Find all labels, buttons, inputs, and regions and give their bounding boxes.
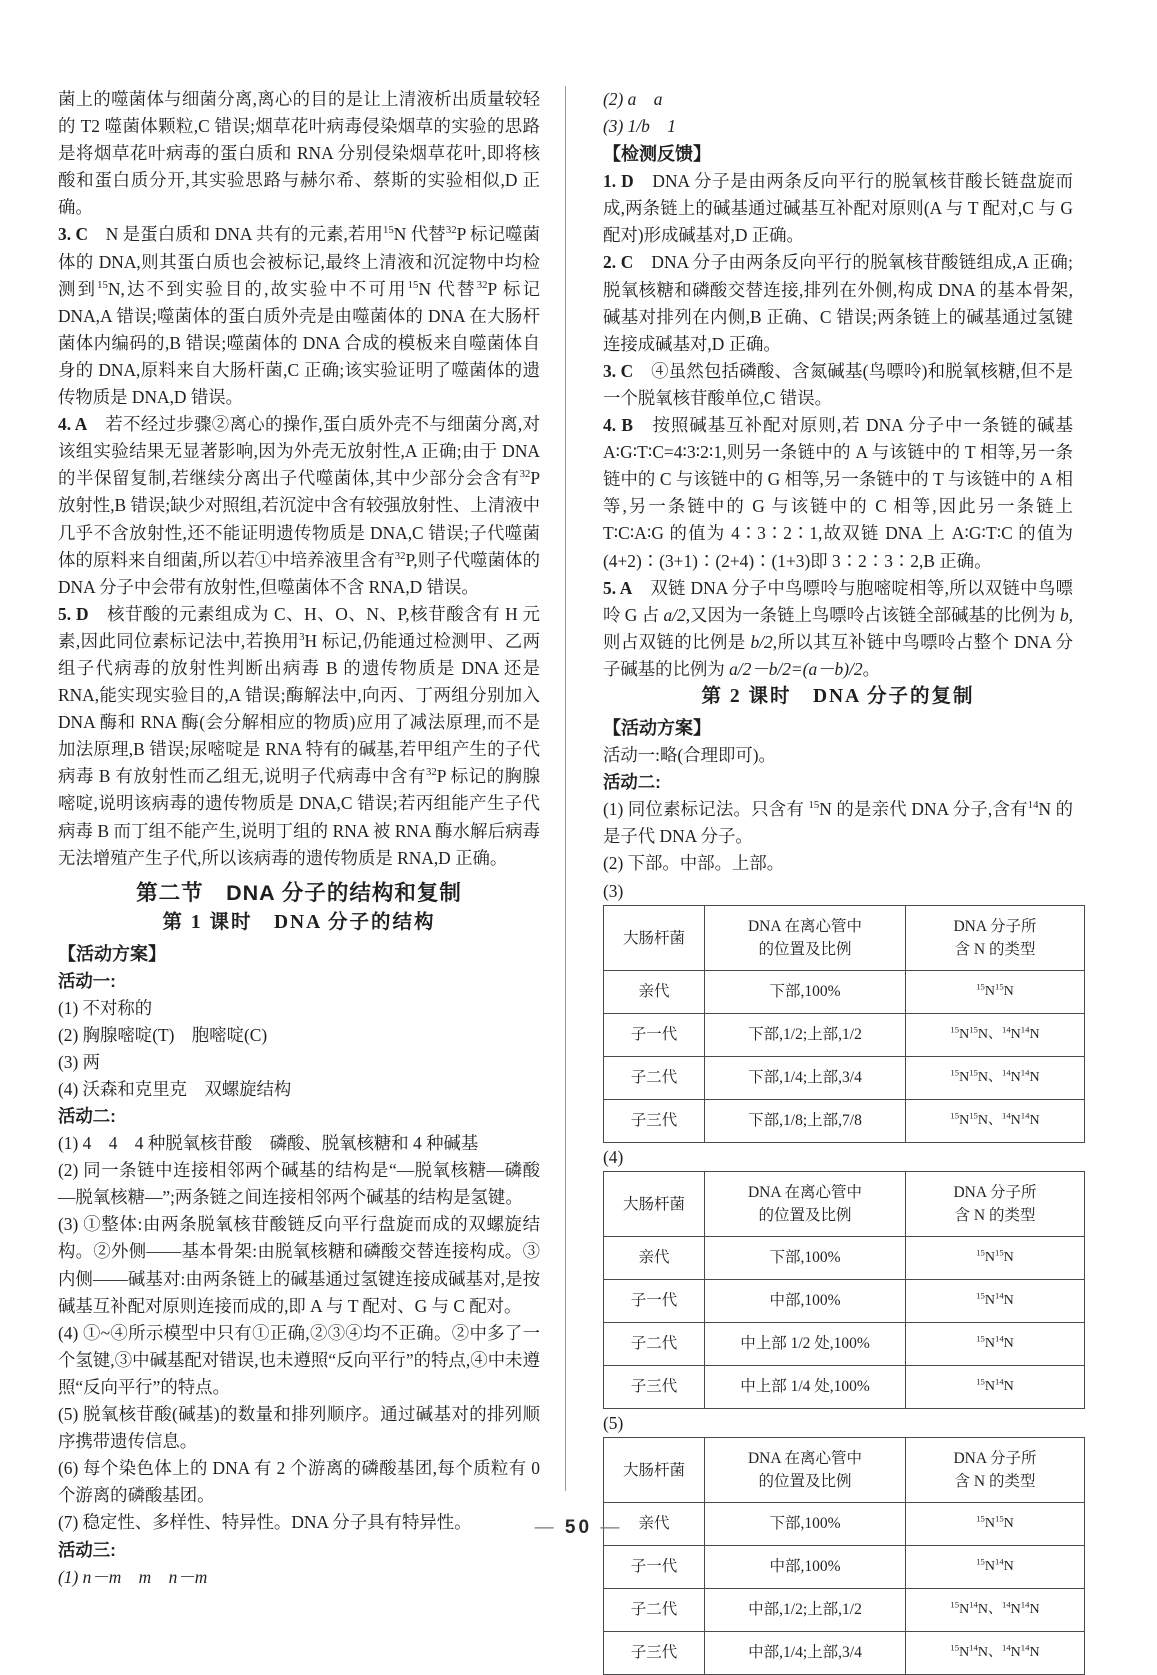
table-5-header-2: DNA 分子所 含 N 的类型	[906, 1438, 1085, 1503]
table-3-r2-c1: 下部,1/4;上部,3/4	[705, 1057, 906, 1100]
activity-two-item-3: (3) ①整体:由两条脱氧核苷酸链反向平行盘旋而成的双螺旋结构。②外侧——基本骨架:由脱氧核糖和磷酸交替连接构成。③内侧——碱基对:由两条链上的碱基通过氢键连接成碱基对,是按碱基互补配对原则连接而成的,即 A 与 T 配对、G 与 C 配对。	[58, 1214, 540, 1316]
column-divider	[565, 86, 566, 1491]
table-row	[604, 1366, 1085, 1409]
table-3-r0-c2: $^{15}N^{15}N$	[906, 971, 1085, 1014]
answer-item-4: 4. A 若不经过步骤②离心的操作,蛋白质外壳不与细菌分离,对该组实验结果无显著影响,因为外壳无放射性,A 正确;由于 DNA 的半保留复制,若继续分离出子代噬菌体,其中少部分会含有$^{32}$P 放射性,B 错误;缺少对照组,若沉淀中含有较强放射性、上清液中几乎不含放射性,还不能证明遗传物质是 DNA,C 错误;子代噬菌体的原料来自细菌,所以若①中培养液里含有$^{32}$P,则子代噬菌体的 DNA 分子中会带有放射性,但噬菌体不含 RNA,D 错误。	[58, 414, 540, 597]
table-row	[604, 1323, 1085, 1366]
table-4-r2-c2: $^{15}N^{14}N$	[906, 1323, 1085, 1366]
table-5-r1-c0: 子一代	[604, 1546, 705, 1589]
feedback-heading: 【检测反馈】	[603, 144, 711, 165]
lesson-two-heading: 第 2 课时 DNA 分子的复制	[701, 685, 975, 707]
activity-one-item-2: (2) 胸腺嘧啶(T) 胞嘧啶(C)	[58, 1024, 268, 1045]
table-5-header-0: 大肠杆菌	[604, 1438, 705, 1503]
feedback-item-5: 5. A 双链 DNA 分子中鸟嘌呤与胞嘧啶相等,所以双链中鸟嘌呤 G 占 a/2,又因为一条链上鸟嘌呤占该链全部碱基的比例为 b,则占双链的比例是 b/2,所以其互补链中鸟嘌呤占整个 DNA 分子碱基的比例为 a/2－b/2=(a－b)/2。	[603, 577, 1074, 679]
table-header-row	[604, 906, 1085, 971]
footer-dash-left: —	[534, 1517, 557, 1538]
feedback-label-2: 2. C	[603, 252, 634, 273]
activity-one-item-4: (4) 沃森和克里克 双螺旋结构	[58, 1079, 292, 1099]
table-row	[604, 1237, 1085, 1280]
table-4-r0-c0: 亲代	[604, 1237, 705, 1280]
table-5-r1-c1: 中部,100%	[705, 1546, 906, 1589]
activity-two-item-2: (2) 同一条链中连接相邻两个碱基的结构是“—脱氧核糖—磷酸—脱氧核糖—”;两条链之间连接相邻两个碱基的结构是氢键。	[58, 1160, 540, 1208]
paragraph-continued: 菌上的噬菌体与细菌分离,离心的目的是让上清液析出质量较轻的 T2 噬菌体颗粒,C 错误;烟草花叶病毒侵染烟草的实验的思路是将烟草花叶病毒的蛋白质和 RNA 分别侵染烟草花叶,即将核酸和蛋白质分开,其实验思路与赫尔希、蔡斯的实验相似,D 正确。	[58, 89, 540, 218]
table-caption-5: (5)	[603, 1413, 624, 1434]
table-row	[604, 1280, 1085, 1323]
table-4-r1-c1: 中部,100%	[705, 1280, 906, 1323]
right-activity-one: 活动一:略(合理即可)。	[603, 744, 776, 765]
table-5-r3-c0: 子三代	[604, 1632, 705, 1675]
table-3-r1-c0: 子一代	[604, 1014, 705, 1057]
activity-three-item-1: (1) n－m m n－m	[58, 1566, 208, 1587]
right-top-item-2: (3) 1/b 1	[603, 116, 676, 137]
right-activity-two-item-1: (1) 同位素标记法。只含有 $^{15}$N 的是亲代 DNA 分子,含有$^{14}$N 的是子代 DNA 分子。	[603, 799, 1073, 847]
table-4-header-2: DNA 分子所 含 N 的类型	[906, 1172, 1085, 1237]
footer-dash-right: —	[600, 1517, 623, 1538]
activity-two-item-1: (1) 4 4 4 种脱氧核苷酸 磷酸、脱氧核糖和 4 种碱基	[58, 1133, 479, 1154]
right-activity-two-heading: 活动二:	[603, 772, 661, 793]
table-3-r1-c2: $^{15}N^{15}N$、$^{14}N^{14}N$	[906, 1014, 1085, 1057]
table-5-r3-c2: $^{15}N^{14}N$、$^{14}N^{14}N$	[906, 1632, 1085, 1675]
feedback-label-3: 3. C	[603, 360, 634, 381]
table-3-header-0: 大肠杆菌	[604, 906, 705, 971]
table-4-r1-c2: $^{15}N^{14}N$	[906, 1280, 1085, 1323]
activity-three-heading: 活动三:	[58, 1539, 116, 1560]
table-header-row	[604, 1438, 1085, 1503]
page-number: 50	[564, 1517, 593, 1538]
table-4	[603, 1171, 1085, 1409]
table-5-r0-c0: 亲代	[604, 1503, 705, 1546]
activity-plan-heading: 【活动方案】	[58, 943, 166, 964]
feedback-item-2: 2. C DNA 分子由两条反向平行的脱氧核苷酸链组成,A 正确;脱氧核糖和磷酸交替连接,排列在外侧,构成 DNA 的基本骨架,碱基对排列在内侧,B 正确、C 错误;两条链上的碱基通过氢键连接成碱基对,D 正确。	[603, 252, 1073, 354]
left-column	[58, 86, 558, 1587]
activity-one-heading: 活动一:	[58, 970, 116, 991]
table-row	[604, 1546, 1085, 1589]
table-4-r1-c0: 子一代	[604, 1280, 705, 1323]
table-4-r3-c0: 子三代	[604, 1366, 705, 1409]
feedback-item-4: 4. B 按照碱基互补配对原则,若 DNA 分子中一条链的碱基 A∶G∶T∶C=4∶3∶2∶1,则另一条链中的 A 与该链中的 T 相等,另一条链中的 C 与该链中的 G 相等,另一条链中的 T 与该链中的 A 相等,另一条链中的 G 与该链中的 C 相等,因此另一条链上 T∶C∶A∶G 的值为 4∶3∶2∶1,故双链 DNA 上 A∶G∶T∶C 的值为(4+2)∶(3+1)∶(2+4)∶(1+3)即 3∶2∶3∶2,B 正确。	[603, 415, 1074, 571]
activity-one-item-3: (3) 两	[58, 1051, 101, 1072]
table-4-r2-c1: 中上部 1/2 处,100%	[705, 1323, 906, 1366]
table-5-r2-c1: 中部,1/2;上部,1/2	[705, 1589, 906, 1632]
table-3-r3-c1: 下部,1/8;上部,7/8	[705, 1100, 906, 1143]
table-3-r2-c0: 子二代	[604, 1057, 705, 1100]
table-3-header-1: DNA 在离心管中 的位置及比例	[705, 906, 906, 971]
table-5-r1-c2: $^{15}N^{14}N$	[906, 1546, 1085, 1589]
table-caption-4: (4)	[603, 1147, 624, 1168]
table-4-r3-c1: 中上部 1/4 处,100%	[705, 1366, 906, 1409]
feedback-label-4: 4. B	[603, 415, 634, 436]
feedback-item-1: 1. D DNA 分子是由两条反向平行的脱氧核苷酸长链盘旋而成,两条链上的碱基通过碱基互补配对原则(A 与 T 配对,C 与 G 配对)形成碱基对,D 正确。	[603, 171, 1073, 246]
page-footer	[0, 1517, 1157, 1539]
table-3	[603, 905, 1085, 1143]
feedback-label-5: 5. A	[603, 577, 633, 598]
table-caption-3: (3)	[603, 881, 624, 902]
table-4-header-0: 大肠杆菌	[604, 1172, 705, 1237]
table-3-r0-c1: 下部,100%	[705, 971, 906, 1014]
lesson-heading: 第 1 课时 DNA 分子的结构	[162, 911, 436, 933]
table-3-r3-c2: $^{15}N^{15}N$、$^{14}N^{14}N$	[906, 1100, 1085, 1143]
table-row	[604, 971, 1085, 1014]
table-5-r0-c1: 下部,100%	[705, 1503, 906, 1546]
right-top-item-1: (2) a a	[603, 89, 663, 109]
table-3-header-2: DNA 分子所 含 N 的类型	[906, 906, 1085, 971]
section-heading: 第二节 DNA 分子的结构和复制	[136, 880, 462, 905]
table-4-r3-c2: $^{15}N^{14}N$	[906, 1366, 1085, 1409]
table-5	[603, 1437, 1085, 1675]
activity-two-item-6: (6) 每个染色体上的 DNA 有 2 个游离的磷酸基团,每个质粒有 0 个游离的磷酸基团。	[58, 1458, 540, 1506]
answer-item-5: 5. D 核苷酸的元素组成为 C、H、O、N、P,核苷酸含有 H 元素,因此同位素标记法中,若换用$^3$H 标记,仍能通过检测甲、乙两组子代病毒的放射性判断出病毒 B 的遗传物质是 DNA 还是 RNA,能实现实验目的,A 错误;酶解法中,向丙、丁两组分别加入 DNA 酶和 RNA 酶(会分解相应的物质)应用了减法原理,而不是加法原理,B 错误;尿嘧啶是 RNA 特有的碱基,若甲组产生的子代病毒 B 有放射性而乙组无,说明子代病毒中含有$^{32}$P 标记的胸腺嘧啶,说明该病毒的遗传物质是 DNA,C 错误;若丙组能产生子代病毒 B 而丁组不能产生,说明丁组的 RNA 被 RNA 酶水解后病毒无法增殖产生子代,所以该病毒的遗传物质是 RNA,D 正确。	[58, 603, 540, 868]
table-header-row	[604, 1172, 1085, 1237]
answer-label-3: 3. C	[58, 224, 89, 245]
activity-two-item-7: (7) 稳定性、多样性、特异性。DNA 分子具有特异性。	[58, 1512, 472, 1533]
table-3-r2-c2: $^{15}N^{15}N$、$^{14}N^{14}N$	[906, 1057, 1085, 1100]
answer-label-5: 5. D	[58, 603, 89, 624]
feedback-item-3: 3. C ④虽然包括磷酸、含氮碱基(鸟嘌呤)和脱氧核糖,但不是一个脱氧核苷酸单位,C 错误。	[603, 360, 1074, 408]
table-5-r3-c1: 中部,1/4;上部,3/4	[705, 1632, 906, 1675]
table-3-r0-c0: 亲代	[604, 971, 705, 1014]
table-row	[604, 1014, 1085, 1057]
table-5-r0-c2: $^{15}N^{15}N$	[906, 1503, 1085, 1546]
table-4-r0-c2: $^{15}N^{15}N$	[906, 1237, 1085, 1280]
table-3-r1-c1: 下部,1/2;上部,1/2	[705, 1014, 906, 1057]
table-4-r2-c0: 子二代	[604, 1323, 705, 1366]
activity-one-item-1: (1) 不对称的	[58, 997, 153, 1018]
answer-label-4: 4. A	[58, 414, 88, 435]
table-5-r2-c2: $^{15}N^{14}N$、$^{14}N^{14}N$	[906, 1589, 1085, 1632]
table-row	[604, 1100, 1085, 1143]
activity-two-heading: 活动二:	[58, 1106, 116, 1127]
table-3-r3-c0: 子三代	[604, 1100, 705, 1143]
table-row	[604, 1589, 1085, 1632]
right-activity-plan-heading: 【活动方案】	[603, 717, 711, 738]
table-5-header-1: DNA 在离心管中 的位置及比例	[705, 1438, 906, 1503]
table-row	[604, 1632, 1085, 1675]
right-activity-two-item-2: (2) 下部。中部。上部。	[603, 853, 785, 874]
table-4-header-1: DNA 在离心管中 的位置及比例	[705, 1172, 906, 1237]
table-row	[604, 1057, 1085, 1100]
feedback-label-1: 1. D	[603, 171, 634, 192]
answer-item-3: 3. C N 是蛋白质和 DNA 共有的元素,若用$^{15}$N 代替$^{32}$P 标记噬菌体的 DNA,则其蛋白质也会被标记,最终上清液和沉淀物中均检测到$^{15}$N,达不到实验目的,故实验中不可用$^{15}$N 代替$^{32}$P 标记 DNA,A 错误;噬菌体的蛋白质外壳是由噬菌体的 DNA 在大肠杆菌体内编码的,B 错误;噬菌体的 DNA 合成的模板来自噬菌体自身的 DNA,原料来自大肠杆菌,C 正确;该实验证明了噬菌体的遗传物质是 DNA,D 错误。	[58, 224, 541, 408]
table-5-r2-c0: 子二代	[604, 1589, 705, 1632]
activity-two-item-5: (5) 脱氧核苷酸(碱基)的数量和排列顺序。通过碱基对的排列顺序携带遗传信息。	[58, 1404, 540, 1452]
table-4-r0-c1: 下部,100%	[705, 1237, 906, 1280]
activity-two-item-4: (4) ①~④所示模型中只有①正确,②③④均不正确。②中多了一个氢键,③中碱基配对错误,也未遵照“反向平行”的特点,④中未遵照“反向平行”的特点。	[58, 1322, 540, 1397]
